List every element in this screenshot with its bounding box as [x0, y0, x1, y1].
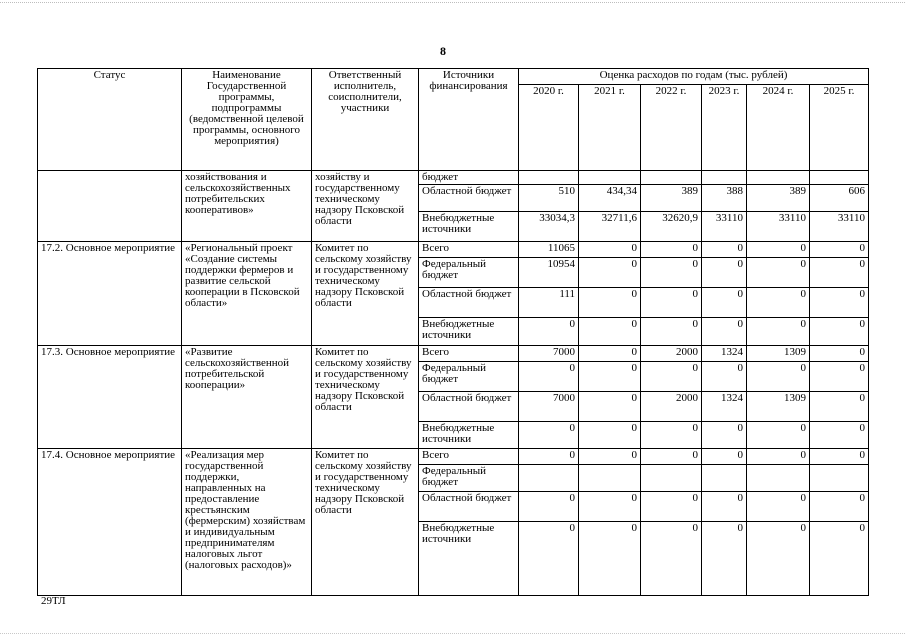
- status-cell: 17.3. Основное мероприятие: [38, 346, 182, 449]
- program-name-cell: «Реализация мер государственной поддержки, направленных на предоставление крестьянским (фермерским) хозяйствам и индивидуальным предпринимателям налоговых льгот (налоговых расходов)»: [182, 449, 312, 596]
- year-header: 2023 г.: [702, 85, 747, 171]
- status-cell: [38, 171, 182, 242]
- page-number: 8: [440, 44, 446, 58]
- year-header: 2021 г.: [579, 85, 641, 171]
- amount-cell: 7000: [519, 346, 579, 362]
- amount-cell: 1309: [747, 392, 810, 422]
- responsible-cell: хозяйству и государственному техническому надзору Псковской области: [312, 171, 419, 242]
- amount-cell: 0: [810, 522, 869, 596]
- funding-source-cell: Федеральный бюджет: [419, 362, 519, 392]
- program-name-cell: «Развитие сельскохозяйственной потребительской кооперации»: [182, 346, 312, 449]
- amount-cell: 2000: [641, 346, 702, 362]
- amount-cell: 1309: [747, 346, 810, 362]
- amount-cell: [641, 465, 702, 492]
- scan-edge-bottom: [0, 633, 905, 638]
- funding-source-cell: Внебюджетные источники: [419, 318, 519, 346]
- budget-row: [38, 449, 869, 465]
- header-status: Статус: [38, 69, 182, 171]
- amount-cell: [810, 171, 869, 185]
- header-sources: Источники финансирования: [419, 69, 519, 171]
- amount-cell: 389: [641, 185, 702, 212]
- status-cell: 17.4. Основное мероприятие: [38, 449, 182, 596]
- amount-cell: 0: [641, 318, 702, 346]
- funding-source-cell: Внебюджетные источники: [419, 422, 519, 449]
- responsible-cell: Комитет по сельскому хозяйству и государственному техническому надзору Псковской области: [312, 346, 419, 449]
- amount-cell: 0: [810, 422, 869, 449]
- amount-cell: 0: [702, 422, 747, 449]
- amount-cell: 0: [702, 522, 747, 596]
- amount-cell: 11065: [519, 242, 579, 258]
- budget-row: [38, 346, 869, 362]
- funding-source-cell: Областной бюджет: [419, 288, 519, 318]
- amount-cell: 0: [579, 318, 641, 346]
- year-header: 2024 г.: [747, 85, 810, 171]
- amount-cell: 10954: [519, 258, 579, 288]
- amount-cell: 0: [519, 318, 579, 346]
- amount-cell: [579, 171, 641, 185]
- amount-cell: 0: [702, 362, 747, 392]
- responsible-cell: Комитет по сельскому хозяйству и государственному техническому надзору Псковской области: [312, 449, 419, 596]
- amount-cell: 0: [579, 422, 641, 449]
- amount-cell: 0: [702, 318, 747, 346]
- responsible-cell: Комитет по сельскому хозяйству и государственному техническому надзору Псковской области: [312, 242, 419, 346]
- amount-cell: 0: [579, 258, 641, 288]
- amount-cell: 32620,9: [641, 212, 702, 242]
- funding-source-cell: Внебюджетные источники: [419, 522, 519, 596]
- amount-cell: 0: [810, 242, 869, 258]
- amount-cell: 0: [747, 258, 810, 288]
- amount-cell: 0: [747, 288, 810, 318]
- amount-cell: 32711,6: [579, 212, 641, 242]
- funding-source-cell: Всего: [419, 449, 519, 465]
- funding-source-cell: Внебюджетные источники: [419, 212, 519, 242]
- amount-cell: 0: [702, 242, 747, 258]
- amount-cell: 0: [810, 392, 869, 422]
- amount-cell: [747, 171, 810, 185]
- amount-cell: 0: [579, 392, 641, 422]
- amount-cell: 0: [641, 258, 702, 288]
- budget-table: [37, 68, 869, 596]
- funding-source-cell: Федеральный бюджет: [419, 258, 519, 288]
- budget-row: [38, 242, 869, 258]
- amount-cell: [641, 171, 702, 185]
- amount-cell: 33034,3: [519, 212, 579, 242]
- amount-cell: 2000: [641, 392, 702, 422]
- amount-cell: 510: [519, 185, 579, 212]
- amount-cell: 0: [702, 258, 747, 288]
- amount-cell: 0: [702, 288, 747, 318]
- funding-source-cell: бюджет: [419, 171, 519, 185]
- amount-cell: 388: [702, 185, 747, 212]
- amount-cell: 0: [519, 522, 579, 596]
- amount-cell: 0: [747, 318, 810, 346]
- program-name-cell: «Региональный проект «Создание системы поддержки фермеров и развитие сельской кооперации в Псковской области»: [182, 242, 312, 346]
- scan-edge-top: [0, 2, 905, 7]
- amount-cell: [810, 465, 869, 492]
- amount-cell: 111: [519, 288, 579, 318]
- amount-cell: 0: [579, 449, 641, 465]
- amount-cell: 0: [747, 242, 810, 258]
- amount-cell: 0: [747, 449, 810, 465]
- amount-cell: 0: [579, 492, 641, 522]
- amount-cell: 0: [519, 422, 579, 449]
- amount-cell: 33110: [810, 212, 869, 242]
- amount-cell: 0: [641, 288, 702, 318]
- amount-cell: 606: [810, 185, 869, 212]
- amount-cell: [519, 171, 579, 185]
- funding-source-cell: Федеральный бюджет: [419, 465, 519, 492]
- amount-cell: 0: [810, 449, 869, 465]
- amount-cell: [747, 465, 810, 492]
- year-header: 2025 г.: [810, 85, 869, 171]
- budget-row: [38, 171, 869, 185]
- amount-cell: 0: [810, 288, 869, 318]
- year-header: 2020 г.: [519, 85, 579, 171]
- header-estimate: Оценка расходов по годам (тыс. рублей): [519, 69, 869, 85]
- amount-cell: 33110: [747, 212, 810, 242]
- amount-cell: 389: [747, 185, 810, 212]
- amount-cell: 1324: [702, 346, 747, 362]
- amount-cell: 0: [519, 362, 579, 392]
- status-cell: 17.2. Основное мероприятие: [38, 242, 182, 346]
- amount-cell: 7000: [519, 392, 579, 422]
- header-responsible: Ответственный исполнитель, соисполнители, участники: [312, 69, 419, 171]
- amount-cell: 0: [579, 346, 641, 362]
- year-header: 2022 г.: [641, 85, 702, 171]
- amount-cell: 0: [702, 492, 747, 522]
- funding-source-cell: Всего: [419, 346, 519, 362]
- header-row: [38, 69, 869, 85]
- amount-cell: 0: [810, 318, 869, 346]
- amount-cell: 0: [747, 522, 810, 596]
- amount-cell: 0: [702, 449, 747, 465]
- program-name-cell: хозяйствования и сельскохозяйственных потребительских кооперативов»: [182, 171, 312, 242]
- amount-cell: 0: [579, 242, 641, 258]
- amount-cell: 33110: [702, 212, 747, 242]
- funding-source-cell: Областной бюджет: [419, 392, 519, 422]
- amount-cell: 0: [519, 449, 579, 465]
- amount-cell: [579, 465, 641, 492]
- funding-source-cell: Областной бюджет: [419, 185, 519, 212]
- amount-cell: 0: [579, 362, 641, 392]
- funding-source-cell: Всего: [419, 242, 519, 258]
- amount-cell: 0: [810, 362, 869, 392]
- amount-cell: 1324: [702, 392, 747, 422]
- header-program-name: Наименование Государственной программы, подпрограммы (ведомственной целевой программы, основного мероприятия): [182, 69, 312, 171]
- amount-cell: [702, 171, 747, 185]
- amount-cell: 0: [579, 522, 641, 596]
- amount-cell: 0: [579, 288, 641, 318]
- amount-cell: 0: [747, 362, 810, 392]
- document-code: 29ТЛ: [41, 595, 66, 607]
- amount-cell: 0: [641, 492, 702, 522]
- amount-cell: 0: [641, 362, 702, 392]
- amount-cell: 0: [810, 492, 869, 522]
- funding-source-cell: Областной бюджет: [419, 492, 519, 522]
- amount-cell: 434,34: [579, 185, 641, 212]
- amount-cell: 0: [747, 422, 810, 449]
- amount-cell: 0: [810, 346, 869, 362]
- amount-cell: [702, 465, 747, 492]
- amount-cell: 0: [747, 492, 810, 522]
- amount-cell: 0: [641, 449, 702, 465]
- amount-cell: 0: [641, 522, 702, 596]
- amount-cell: 0: [519, 492, 579, 522]
- amount-cell: 0: [641, 242, 702, 258]
- amount-cell: 0: [641, 422, 702, 449]
- amount-cell: 0: [810, 258, 869, 288]
- amount-cell: [519, 465, 579, 492]
